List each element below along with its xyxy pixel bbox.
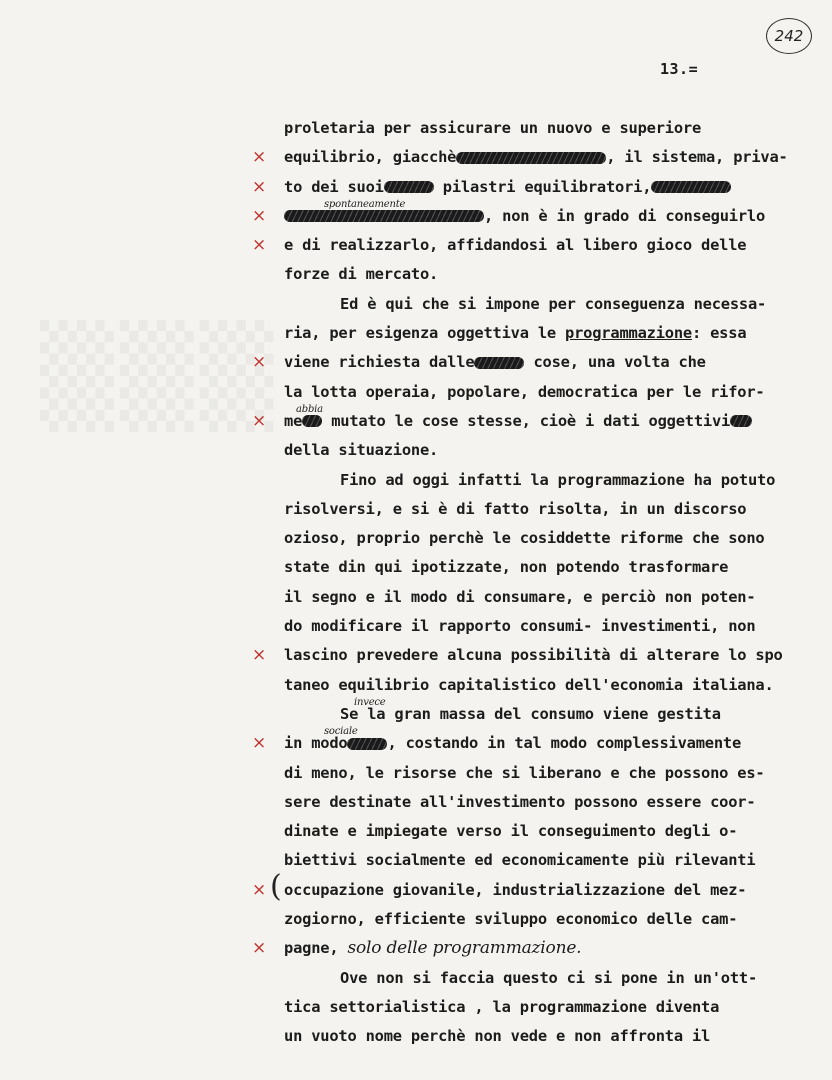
handwritten-note: solo delle programmazione.	[347, 938, 582, 959]
text-line	[284, 553, 814, 582]
line-text: Ove non si faccia questo ci si pone in un'ott-	[340, 968, 758, 987]
line-text: la lotta operaia, popolare, democratica per le rifor-	[284, 382, 765, 401]
archive-number: 242	[766, 18, 812, 54]
line-text: proletaria per assicurare un nuovo e superiore	[284, 119, 702, 137]
text-line	[284, 817, 814, 846]
handwritten-insertion: sociale	[324, 726, 358, 738]
line-text-tail: cose, una volta che	[524, 353, 706, 372]
line-text: Ed è qui che si impone per conseguenza necessa-	[340, 294, 767, 313]
text-line	[252, 403, 814, 436]
line-text: forze di mercato.	[284, 265, 439, 284]
line-text: taneo equilibrio capitalistico dell'economia italiana.	[284, 675, 774, 694]
line-text: lascino prevedere alcuna possibilità di alterare lo spo	[284, 646, 783, 665]
margin-mark: ×	[252, 938, 267, 959]
watermark	[40, 320, 279, 432]
line-text: e di realizzarlo, affidandosi al libero gioco delle	[284, 236, 747, 255]
text-line	[284, 964, 814, 993]
line-text-tail: , non è in grado di conseguirlo	[484, 206, 766, 225]
text-line	[284, 378, 814, 407]
text-line	[284, 993, 814, 1022]
text-line	[284, 436, 814, 465]
margin-mark: ×	[252, 176, 267, 197]
text-line	[252, 934, 814, 963]
text-line	[284, 759, 814, 788]
line-text: ozioso, proprio perchè le cosiddette riforme che sono	[284, 529, 765, 548]
crossed-out-text	[730, 415, 752, 427]
line-text: Fino ad oggi infatti la programmazione ha potuto	[340, 470, 776, 489]
line-text: in modo	[284, 734, 348, 753]
text-line	[284, 612, 814, 641]
crossed-out-text	[651, 181, 731, 193]
text-line	[252, 143, 814, 172]
line-text: me	[284, 411, 303, 430]
line-text: di meno, le risorse che si liberano e che possono es-	[284, 763, 765, 782]
text-line	[284, 466, 814, 495]
line-text: un vuoto nome perchè non vede e non affronta il	[284, 1027, 711, 1046]
line-text: occupazione giovanile, industrializzazione del mez-	[284, 880, 747, 899]
line-text: il segno e il modo di consumare, e perciò non poten-	[284, 587, 756, 606]
line-text: ria, per esigenza oggettiva le	[284, 324, 566, 343]
text-line	[252, 348, 814, 377]
text-line	[284, 319, 814, 348]
line-text: biettivi socialmente ed economicamente più rilevanti	[284, 851, 756, 870]
text-line	[284, 524, 814, 553]
margin-mark: ×	[252, 645, 267, 666]
text-line	[284, 260, 814, 289]
underlined-word: programmazione	[565, 324, 692, 343]
handwritten-insertion: abbia	[296, 403, 323, 415]
line-text: zogiorno, efficiente sviluppo economico delle cam-	[284, 910, 738, 929]
line-text: state din qui ipotizzate, non potendo trasformare	[284, 558, 729, 577]
text-line	[252, 231, 814, 260]
line-text: della situazione.	[284, 441, 439, 460]
line-text: dinate e impiegate verso il conseguimento degli o-	[284, 822, 738, 841]
line-text-tail: mutato le cose stesse, cioè i dati oggettivi	[322, 411, 731, 430]
line-text-tail: , costando in tal modo complessivamente	[387, 734, 742, 753]
handwritten-insertion: spontaneamente	[324, 198, 406, 210]
line-text-tail: , il sistema, priva-	[606, 148, 788, 167]
line-text: do modificare il rapporto consumi- investimenti, non	[284, 617, 756, 636]
crossed-out-text	[456, 152, 606, 164]
text-line	[284, 583, 814, 612]
text-line	[284, 846, 814, 875]
text-line	[284, 788, 814, 817]
margin-mark: ×	[252, 205, 267, 226]
text-line	[252, 641, 814, 670]
line-text: tica settorialistica , la programmazione diventa	[284, 997, 720, 1016]
margin-bracket: (	[270, 868, 282, 904]
margin-mark: ×	[252, 147, 267, 168]
text-line	[284, 696, 814, 729]
text-line	[284, 114, 814, 143]
line-text: to dei suoi	[284, 177, 384, 196]
text-line	[284, 1022, 814, 1051]
line-text-tail: : essa	[691, 324, 747, 343]
line-text-tail: pilastri equilibratori,	[433, 177, 652, 196]
line-text: pagne,	[284, 939, 348, 958]
handwritten-insertion: invece	[354, 696, 386, 708]
text-line	[284, 290, 814, 319]
text-line	[252, 726, 814, 758]
margin-mark: ×	[252, 352, 267, 373]
line-text: equilibrio, giacchè	[284, 148, 457, 167]
line-text: risolversi, e si è di fatto risolta, in un discorso	[284, 499, 747, 518]
text-line	[284, 495, 814, 524]
margin-mark: ×	[252, 235, 267, 256]
line-text: sere destinate all'investimento possono essere coor-	[284, 792, 756, 811]
page-number: 13.=	[660, 60, 699, 78]
crossed-out-text	[474, 357, 524, 369]
margin-mark: ×	[252, 879, 267, 900]
margin-mark: ×	[252, 733, 267, 754]
line-text: Se la gran massa del consumo viene gestita	[340, 704, 721, 723]
text-line	[252, 868, 814, 905]
text-line	[252, 198, 814, 231]
text-line	[284, 905, 814, 934]
body-text	[252, 114, 814, 1052]
line-text: viene richiesta dalle	[284, 353, 475, 372]
margin-mark: ×	[252, 410, 267, 431]
